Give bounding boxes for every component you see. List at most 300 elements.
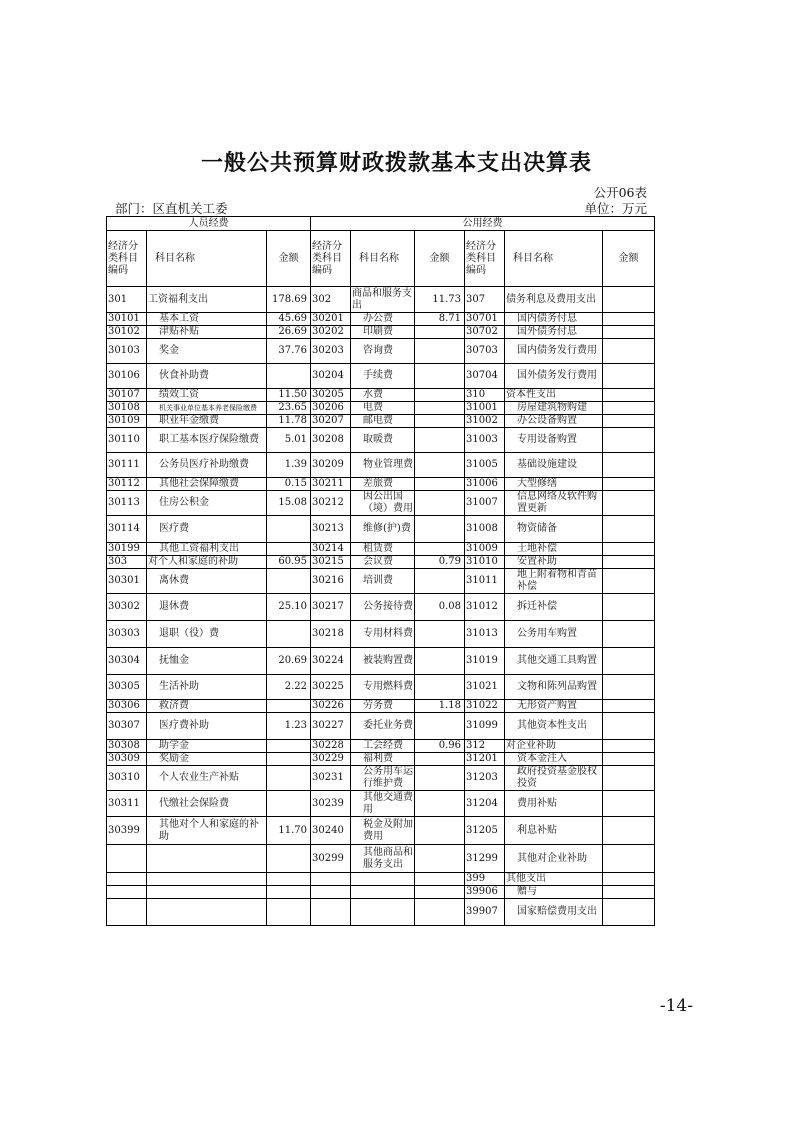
- cell-amount: [267, 791, 311, 817]
- group-header-personnel: 人员经费: [107, 217, 311, 231]
- table-row: [107, 415, 655, 428]
- cell-code: 303: [107, 556, 147, 569]
- col-header-amount: 金额: [603, 231, 655, 287]
- col-header-name: 科目名称: [147, 231, 267, 287]
- table-row: [107, 621, 655, 648]
- table-row: [107, 543, 655, 556]
- cell-code: 30110: [107, 428, 147, 453]
- cell-name: [147, 873, 267, 886]
- cell-amount: [415, 326, 465, 339]
- cell-amount: [267, 886, 311, 899]
- cell-name: 工会经费: [351, 740, 415, 753]
- cell-amount: [415, 873, 465, 886]
- cell-amount: [603, 339, 655, 364]
- cell-code: 30102: [107, 326, 147, 339]
- cell-amount: [267, 700, 311, 713]
- cell-code: [107, 899, 147, 926]
- cell-amount: 26.69: [267, 326, 311, 339]
- cell-code: 30299: [311, 845, 351, 873]
- cell-code: 31010: [465, 556, 505, 569]
- cell-name: 政府投资基金股权投资: [505, 766, 603, 791]
- cell-amount: [603, 713, 655, 740]
- cell-code: 30114: [107, 516, 147, 543]
- page-number: -14-: [659, 996, 693, 1016]
- cell-code: 30309: [107, 753, 147, 766]
- table-row: [107, 713, 655, 740]
- cell-name: 职工基本医疗保险缴费: [147, 428, 267, 453]
- cell-code: 31203: [465, 766, 505, 791]
- cell-code: 30229: [311, 753, 351, 766]
- cell-code: 31299: [465, 845, 505, 873]
- cell-name: [351, 899, 415, 926]
- cell-amount: 11.78: [267, 415, 311, 428]
- cell-amount: 0.96: [415, 740, 465, 753]
- cell-amount: [603, 791, 655, 817]
- cell-code: 31201: [465, 753, 505, 766]
- cell-code: 30203: [311, 339, 351, 364]
- table-row: [107, 287, 655, 313]
- cell-name: 物业管理费: [351, 453, 415, 478]
- cell-code: 30211: [311, 478, 351, 491]
- cell-code: 30216: [311, 569, 351, 594]
- table-row: [107, 428, 655, 453]
- cell-code: 30107: [107, 389, 147, 402]
- cell-name: 专用材料费: [351, 621, 415, 648]
- cell-amount: [603, 648, 655, 675]
- cell-amount: 8.71: [415, 313, 465, 326]
- cell-amount: 0.15: [267, 478, 311, 491]
- cell-code: 31019: [465, 648, 505, 675]
- table-row: [107, 569, 655, 594]
- cell-code: 30307: [107, 713, 147, 740]
- page-title: 一般公共预算财政拨款基本支出决算表: [200, 150, 592, 176]
- table-row: [107, 845, 655, 873]
- table-row: [107, 740, 655, 753]
- cell-amount: [415, 453, 465, 478]
- cell-code: 30305: [107, 675, 147, 700]
- cell-amount: [603, 899, 655, 926]
- cell-code: 30701: [465, 313, 505, 326]
- cell-code: 30228: [311, 740, 351, 753]
- cell-code: 39907: [465, 899, 505, 926]
- cell-amount: [603, 543, 655, 556]
- table-row: [107, 339, 655, 364]
- cell-code: 31007: [465, 491, 505, 516]
- cell-name: 赠与: [505, 886, 603, 899]
- cell-name: 劳务费: [351, 700, 415, 713]
- cell-name: 公务员医疗补助缴费: [147, 453, 267, 478]
- col-header-name: 科目名称: [351, 231, 415, 287]
- cell-name: 救济费: [147, 700, 267, 713]
- cell-name: 租赁费: [351, 543, 415, 556]
- cell-name: 物资储备: [505, 516, 603, 543]
- cell-code: 31008: [465, 516, 505, 543]
- cell-name: 离休费: [147, 569, 267, 594]
- cell-amount: [267, 569, 311, 594]
- cell-code: 31002: [465, 415, 505, 428]
- cell-amount: [267, 364, 311, 389]
- cell-amount: 1.23: [267, 713, 311, 740]
- cell-code: 30207: [311, 415, 351, 428]
- cell-amount: [603, 740, 655, 753]
- cell-amount: [415, 845, 465, 873]
- table-row: [107, 453, 655, 478]
- cell-amount: [415, 675, 465, 700]
- cell-amount: [603, 491, 655, 516]
- cell-name: 电费: [351, 402, 415, 415]
- cell-name: 文物和陈列品购置: [505, 675, 603, 700]
- cell-code: 31013: [465, 621, 505, 648]
- cell-name: 咨询费: [351, 339, 415, 364]
- cell-name: 无形资产购置: [505, 700, 603, 713]
- cell-amount: [603, 402, 655, 415]
- cell-amount: [603, 569, 655, 594]
- cell-name: 抚恤金: [147, 648, 267, 675]
- cell-amount: [267, 621, 311, 648]
- cell-name: 对企业补助: [505, 740, 603, 753]
- cell-amount: 45.69: [267, 313, 311, 326]
- cell-code: 30239: [311, 791, 351, 817]
- cell-amount: [603, 428, 655, 453]
- cell-code: 30227: [311, 713, 351, 740]
- cell-code: 301: [107, 287, 147, 313]
- cell-amount: 0.08: [415, 594, 465, 621]
- cell-name: 福利费: [351, 753, 415, 766]
- cell-amount: [267, 543, 311, 556]
- cell-name: 邮电费: [351, 415, 415, 428]
- cell-amount: 37.76: [267, 339, 311, 364]
- cell-name: 工资福利支出: [147, 287, 267, 313]
- cell-amount: 1.18: [415, 700, 465, 713]
- cell-code: 31003: [465, 428, 505, 453]
- cell-name: 拆迁补偿: [505, 594, 603, 621]
- cell-code: 30218: [311, 621, 351, 648]
- cell-name: 资本金注入: [505, 753, 603, 766]
- table-row: [107, 491, 655, 516]
- cell-name: 安置补助: [505, 556, 603, 569]
- cell-name: 代缴社会保险费: [147, 791, 267, 817]
- cell-code: 30103: [107, 339, 147, 364]
- cell-name: 商品和服务支出: [351, 287, 415, 313]
- table-row: [107, 556, 655, 569]
- cell-name: [351, 886, 415, 899]
- cell-code: 30199: [107, 543, 147, 556]
- cell-code: 30704: [465, 364, 505, 389]
- cell-code: 30213: [311, 516, 351, 543]
- cell-code: 30101: [107, 313, 147, 326]
- cell-name: 土地补偿: [505, 543, 603, 556]
- cell-amount: [415, 621, 465, 648]
- table-row: [107, 873, 655, 886]
- cell-name: 其他资本性支出: [505, 713, 603, 740]
- cell-name: 医疗费补助: [147, 713, 267, 740]
- cell-code: 31009: [465, 543, 505, 556]
- cell-amount: [603, 364, 655, 389]
- cell-name: 地上附着物和青苗补偿: [505, 569, 603, 594]
- cell-code: 30112: [107, 478, 147, 491]
- cell-code: 31022: [465, 700, 505, 713]
- cell-amount: 11.70: [267, 817, 311, 845]
- cell-amount: [415, 478, 465, 491]
- cell-name: 住房公积金: [147, 491, 267, 516]
- cell-amount: 5.01: [267, 428, 311, 453]
- cell-amount: [603, 287, 655, 313]
- cell-name: 个人农业生产补贴: [147, 766, 267, 791]
- cell-name: 手续费: [351, 364, 415, 389]
- cell-name: 办公费: [351, 313, 415, 326]
- cell-name: 因公出国（境）费用: [351, 491, 415, 516]
- table-row: [107, 675, 655, 700]
- cell-code: 30703: [465, 339, 505, 364]
- cell-name: 信息网络及软件购置更新: [505, 491, 603, 516]
- cell-name: 退休费: [147, 594, 267, 621]
- cell-code: [311, 873, 351, 886]
- cell-name: 奖励金: [147, 753, 267, 766]
- cell-code: 31001: [465, 402, 505, 415]
- cell-code: 30302: [107, 594, 147, 621]
- cell-amount: [267, 766, 311, 791]
- cell-code: 30108: [107, 402, 147, 415]
- cell-name: 伙食补助费: [147, 364, 267, 389]
- cell-amount: [603, 594, 655, 621]
- col-header-name: 科目名称: [505, 231, 603, 287]
- table-row: [107, 478, 655, 491]
- cell-amount: 20.69: [267, 648, 311, 675]
- cell-name: 公务接待费: [351, 594, 415, 621]
- cell-amount: [267, 873, 311, 886]
- cell-amount: [415, 766, 465, 791]
- cell-amount: [415, 339, 465, 364]
- cell-code: 30106: [107, 364, 147, 389]
- cell-name: 国家赔偿费用支出: [505, 899, 603, 926]
- cell-code: 31006: [465, 478, 505, 491]
- cell-amount: [603, 389, 655, 402]
- cell-amount: [603, 453, 655, 478]
- cell-name: 国外债务付息: [505, 326, 603, 339]
- col-header-code: 经济分类科目编码: [465, 231, 505, 287]
- table-row: [107, 594, 655, 621]
- cell-code: 39906: [465, 886, 505, 899]
- cell-name: 机关事业单位基本养老保险缴费: [147, 402, 267, 415]
- cell-name: 印刷费: [351, 326, 415, 339]
- cell-amount: 178.69: [267, 287, 311, 313]
- cell-code: 30304: [107, 648, 147, 675]
- cell-amount: 11.50: [267, 389, 311, 402]
- cell-name: [147, 845, 267, 873]
- cell-amount: [603, 753, 655, 766]
- cell-amount: [603, 766, 655, 791]
- cell-name: 房屋建筑物购建: [505, 402, 603, 415]
- cell-code: 30226: [311, 700, 351, 713]
- cell-name: 会议费: [351, 556, 415, 569]
- cell-amount: 25.10: [267, 594, 311, 621]
- cell-code: 30231: [311, 766, 351, 791]
- cell-name: 其他对企业补助: [505, 845, 603, 873]
- cell-amount: [603, 415, 655, 428]
- cell-code: 30214: [311, 543, 351, 556]
- cell-code: 312: [465, 740, 505, 753]
- cell-amount: [603, 817, 655, 845]
- cell-amount: [415, 402, 465, 415]
- table-row: [107, 817, 655, 845]
- col-header-code: 经济分类科目编码: [311, 231, 351, 287]
- cell-amount: 23.65: [267, 402, 311, 415]
- cell-name: 退职（役）费: [147, 621, 267, 648]
- cell-name: 绩效工资: [147, 389, 267, 402]
- cell-code: 307: [465, 287, 505, 313]
- cell-name: 水费: [351, 389, 415, 402]
- cell-name: 其他工资福利支出: [147, 543, 267, 556]
- cell-name: 被装购置费: [351, 648, 415, 675]
- cell-name: 其他交通费用: [351, 791, 415, 817]
- form-number: 公开06表: [593, 185, 647, 200]
- cell-name: 国外债务发行费用: [505, 364, 603, 389]
- cell-amount: [415, 415, 465, 428]
- cell-name: 国内债务发行费用: [505, 339, 603, 364]
- expenditure-table: [106, 216, 655, 926]
- cell-name: 专用燃料费: [351, 675, 415, 700]
- cell-name: 津贴补贴: [147, 326, 267, 339]
- cell-name: 助学金: [147, 740, 267, 753]
- table-row: [107, 516, 655, 543]
- cell-amount: 60.95: [267, 556, 311, 569]
- cell-name: 债务利息及费用支出: [505, 287, 603, 313]
- cell-amount: [267, 753, 311, 766]
- cell-name: 税金及附加费用: [351, 817, 415, 845]
- cell-code: 30224: [311, 648, 351, 675]
- cell-name: 奖金: [147, 339, 267, 364]
- cell-name: [147, 899, 267, 926]
- group-header-public: 公用经费: [311, 217, 655, 231]
- table-row: [107, 326, 655, 339]
- cell-amount: [603, 556, 655, 569]
- cell-name: 取暖费: [351, 428, 415, 453]
- cell-amount: [603, 621, 655, 648]
- cell-amount: [415, 543, 465, 556]
- cell-code: 30303: [107, 621, 147, 648]
- table-row: [107, 364, 655, 389]
- cell-name: 基础设施建设: [505, 453, 603, 478]
- cell-name: 差旅费: [351, 478, 415, 491]
- cell-amount: [415, 753, 465, 766]
- cell-amount: 2.22: [267, 675, 311, 700]
- cell-amount: [415, 899, 465, 926]
- cell-name: 专用设备购置: [505, 428, 603, 453]
- cell-name: 公务用车购置: [505, 621, 603, 648]
- cell-amount: [267, 740, 311, 753]
- cell-amount: [267, 516, 311, 543]
- cell-code: 30215: [311, 556, 351, 569]
- cell-code: 30113: [107, 491, 147, 516]
- cell-code: 30702: [465, 326, 505, 339]
- cell-name: 资本性支出: [505, 389, 603, 402]
- cell-code: 30240: [311, 817, 351, 845]
- cell-code: [107, 845, 147, 873]
- cell-name: 其他社会保障缴费: [147, 478, 267, 491]
- cell-code: 31012: [465, 594, 505, 621]
- cell-name: 对个人和家庭的补助: [147, 556, 267, 569]
- cell-amount: [415, 648, 465, 675]
- cell-amount: [415, 364, 465, 389]
- cell-code: 31099: [465, 713, 505, 740]
- cell-code: 30209: [311, 453, 351, 478]
- cell-code: 30109: [107, 415, 147, 428]
- cell-name: 基本工资: [147, 313, 267, 326]
- cell-code: 30206: [311, 402, 351, 415]
- department-label: 部门：区直机关工委: [115, 201, 228, 216]
- cell-code: 30111: [107, 453, 147, 478]
- cell-amount: [415, 516, 465, 543]
- table-row: [107, 700, 655, 713]
- cell-code: 30301: [107, 569, 147, 594]
- cell-name: 其他支出: [505, 873, 603, 886]
- table-row: [107, 402, 655, 415]
- cell-code: [107, 873, 147, 886]
- cell-code: 310: [465, 389, 505, 402]
- cell-code: 30208: [311, 428, 351, 453]
- cell-name: 委托业务费: [351, 713, 415, 740]
- cell-name: 大型修缮: [505, 478, 603, 491]
- cell-name: 维修(护)费: [351, 516, 415, 543]
- cell-name: 医疗费: [147, 516, 267, 543]
- cell-code: [311, 886, 351, 899]
- cell-amount: 1.39: [267, 453, 311, 478]
- cell-name: 公务用车运行维护费: [351, 766, 415, 791]
- cell-code: 30204: [311, 364, 351, 389]
- cell-code: 31021: [465, 675, 505, 700]
- table-row: [107, 766, 655, 791]
- table-row: [107, 648, 655, 675]
- cell-name: 利息补贴: [505, 817, 603, 845]
- cell-amount: [603, 516, 655, 543]
- cell-amount: [415, 886, 465, 899]
- table-row: [107, 886, 655, 899]
- cell-amount: 0.79: [415, 556, 465, 569]
- cell-name: 职业年金缴费: [147, 415, 267, 428]
- cell-amount: [415, 428, 465, 453]
- cell-name: 办公设备购置: [505, 415, 603, 428]
- cell-amount: [415, 817, 465, 845]
- col-header-amount: 金额: [267, 231, 311, 287]
- cell-code: 31005: [465, 453, 505, 478]
- cell-name: [351, 873, 415, 886]
- cell-code: 30308: [107, 740, 147, 753]
- cell-amount: [603, 845, 655, 873]
- cell-code: 30225: [311, 675, 351, 700]
- cell-code: 302: [311, 287, 351, 313]
- cell-amount: [415, 569, 465, 594]
- cell-amount: [603, 873, 655, 886]
- table-row: [107, 313, 655, 326]
- cell-amount: 11.73: [415, 287, 465, 313]
- cell-amount: [603, 313, 655, 326]
- cell-code: [311, 899, 351, 926]
- cell-amount: [415, 491, 465, 516]
- table-row: [107, 389, 655, 402]
- cell-name: 培训费: [351, 569, 415, 594]
- table-row: [107, 791, 655, 817]
- cell-amount: [603, 675, 655, 700]
- cell-code: 30201: [311, 313, 351, 326]
- cell-code: [107, 886, 147, 899]
- cell-name: 其他商品和服务支出: [351, 845, 415, 873]
- cell-code: 31204: [465, 791, 505, 817]
- cell-name: 国内债务付息: [505, 313, 603, 326]
- table-row: [107, 753, 655, 766]
- cell-code: 30205: [311, 389, 351, 402]
- cell-code: 31011: [465, 569, 505, 594]
- cell-name: 生活补助: [147, 675, 267, 700]
